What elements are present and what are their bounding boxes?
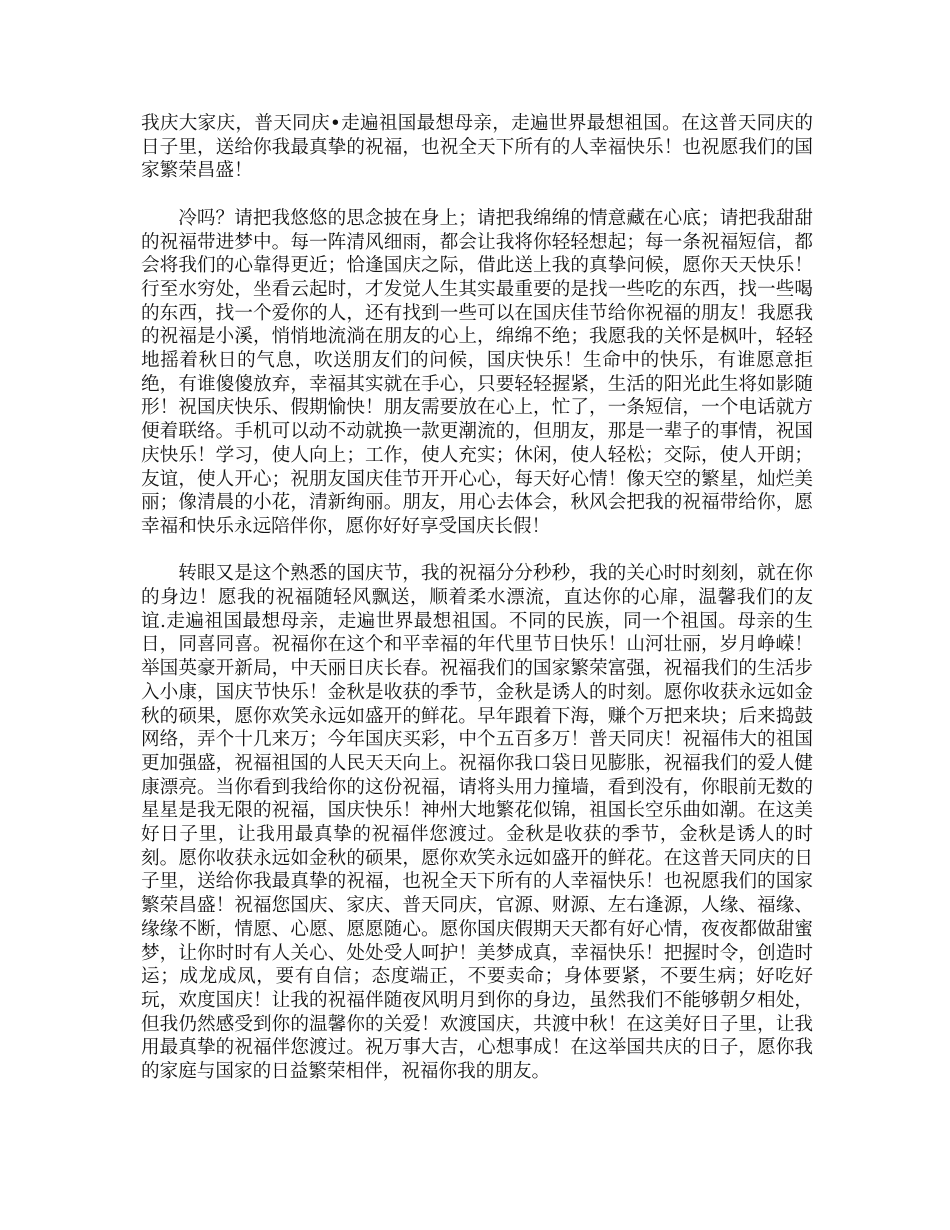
paragraph-1: 我庆大家庆，普天同庆•走遍祖国最想母亲，走遍世界最想祖国。在这普天同庆的日子里，送给你我最真挚的祝福，也祝全天下所有的人幸福快乐！也祝愿我们的国家繁荣昌盛！ <box>141 113 813 182</box>
document-page <box>141 112 813 1107</box>
paragraph-3: 转眼又是这个熟悉的国庆节，我的祝福分分秒秒，我的关心时时刻刻，就在你的身边！愿我的祝福随轻风飘送，顺着柔水漂流，直达你的心扉，温馨我们的友谊.走遍祖国最想母亲，走遍世界最想祖国。不同的民族，同一个祖国。母亲的生日，同喜同喜。祝福你在这个和平幸福的年代里节日快乐！山河壮丽，岁月峥嵘！举国英豪开新局，中天丽日庆长春。祝福我们的国家繁荣富强，祝福我们的生活步入小康，国庆节快乐！金秋是收获的季节，金秋是诱人的时刻。愿你收获永远如金秋的硕果，愿你欢笑永远如盛开的鲜花。早年跟着下海，赚个万把来块；后来捣鼓网络，弄个十几来万；今年国庆买彩，中个五百多万！普天同庆！祝福伟大的祖国更加强盛，祝福祖国的人民天天向上。祝福你我口袋日见膨胀，祝福我们的爱人健康漂亮。当你看到我给你的这份祝福，请将头用力撞墙，看到没有，你眼前无数的星星是我无限的祝福，国庆快乐！神州大地繁花似锦，祖国长空乐曲如潮。在这美好日子里，让我用最真挚的祝福伴您渡过。金秋是收获的季节，金秋是诱人的时刻。愿你收获永远如金秋的硕果，愿你欢笑永远如盛开的鲜花。在这普天同庆的日子里，送给你我最真挚的祝福，也祝全天下所有的人幸福快乐！也祝愿我们的国家繁荣昌盛！祝福您国庆、家庆、普天同庆，官源、财源、左右逢源，人缘、福缘、缘缘不断，情愿、心愿、愿愿随心。愿你国庆假期天天都有好心情，夜夜都做甜蜜梦，让你时时有人关心、处处受人呵护！美梦成真，幸福快乐！把握时令，创造时运；成龙成凤，要有自信；态度端正，不要卖命；身体要紧，不要生病；好吃好玩，欢度国庆！让我的祝福伴随夜风明月到你的身边，虽然我们不能够朝夕相处，但我仍然感受到你的温馨你的关爱！欢渡国庆，共渡中秋！在这美好日子里，让我用最真挚的祝福伴您渡过。祝万事大吉，心想事成！在这举国共庆的日子，愿你我的家庭与国家的日益繁荣相伴，祝福你我的朋友。 <box>141 563 813 1083</box>
paragraph-2: 冷吗？请把我悠悠的思念披在身上；请把我绵绵的情意藏在心底；请把我甜甜的祝福带进梦中。每一阵清风细雨，都会让我将你轻轻想起；每一条祝福短信，都会将我们的心靠得更近；恰逢国庆之际，借此送上我的真挚问候，愿你天天快乐！行至水穷处，坐看云起时，才发觉人生其实最重要的是找一些吃的东西，找一些喝的东西，找一个爱你的人，还有找到一些可以在国庆佳节给你祝福的朋友！我愿我的祝福是小溪，悄悄地流淌在朋友的心上，绵绵不绝；我愿我的关怀是枫叶，轻轻地摇着秋日的气息，吹送朋友们的问候，国庆快乐！生命中的快乐，有谁愿意拒绝，有谁傻傻放弃，幸福其实就在手心，只要轻轻握紧，生活的阳光此生将如影随形！祝国庆快乐、假期愉快！朋友需要放在心上，忙了，一条短信，一个电话就方便着联络。手机可以动不动就换一款更潮流的，但朋友，那是一辈子的事情，祝国庆快乐！学习，使人向上；工作，使人充实；休闲，使人轻松；交际，使人开朗；友谊，使人开心；祝朋友国庆佳节开开心心，每天好心情！像天空的繁星，灿烂美丽；像清晨的小花，清新绚丽。朋友，用心去体会，秋风会把我的祝福带给你，愿幸福和快乐永远陪伴你，愿你好好享受国庆长假！ <box>141 207 813 537</box>
